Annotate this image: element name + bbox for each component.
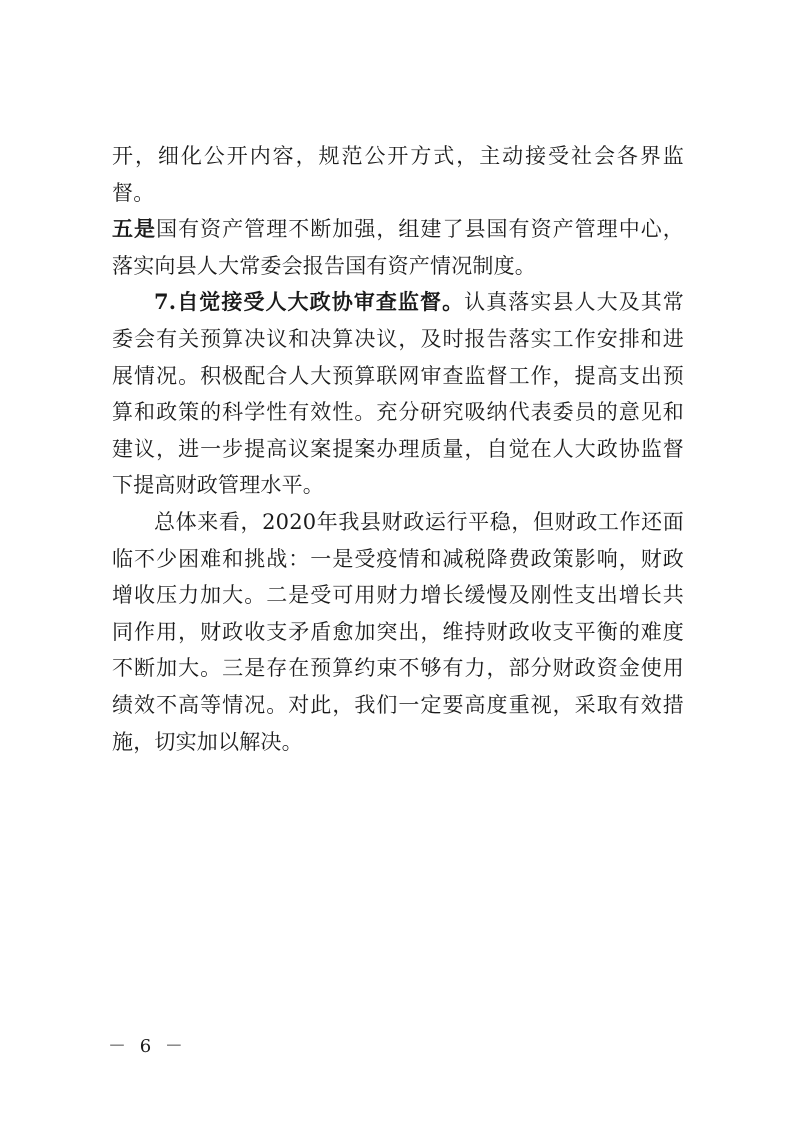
page-number: － 6 － [108,1036,187,1057]
paragraph-section-7 [112,284,684,504]
section-heading: 7.自觉接受人大政协审查监督。 [154,289,465,315]
paragraph-text: 国有资产管理不断加强，组建了县国有资产管理中心，落实向县人大常委会报告国有资产情况制度。 [112,217,684,278]
paragraph-summary [112,504,684,760]
paragraph-text: 认真落实县人大及其常委会有关预算决议和决算决议，及时报告落实工作安排和进展情况。积极配合人大预算联网审查监督工作，提高支出预算和政策的科学性有效性。充分研究吸纳代表委员的意见和建议，进一步提高议案提案办理质量，自觉在人大政协监督下提高财政管理水平。 [112,290,685,498]
paragraph-text: 开，细化公开内容，规范公开方式，主动接受社会各界监督。 [112,144,684,205]
paragraph-lead: 五是 [112,217,157,242]
body-text [112,138,684,760]
paragraph-text: 总体来看，2020年我县财政运行平稳，但财政工作还面临不少困难和挑战：一是受疫情和减税降费政策影响，财政增收压力加大。二是受可用财力增长缓慢及刚性支出增长共同作用，财政收支矛盾愈加突出，维持财政收支平衡的难度不断加大。三是存在预算约束不够有力，部分财政资金使用绩效不高等情况。对此，我们一定要高度重视，采取有效措施，切实加以解决。 [112,509,684,754]
paragraph-point-five [112,211,684,284]
paragraph-continuation [112,138,684,211]
